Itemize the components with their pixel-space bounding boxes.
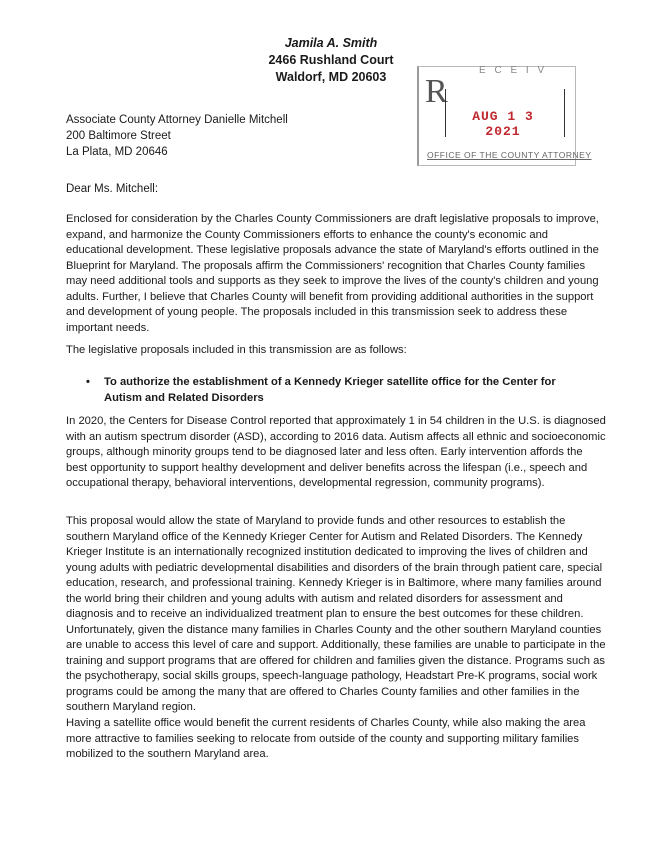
sender-city: Waldorf, MD 20603	[275, 70, 387, 84]
recipient-street: 200 Baltimore Street	[66, 130, 171, 142]
received-stamp	[417, 65, 592, 166]
paragraph-proposal-detail: This proposal would allow the state of Maryland to provide funds and other resources to establish the southern Maryland office of the Kennedy Krieger Center for Autism and Related Disorders. The Kennedy Krieger Institute is an internationally recognized institution dedicated to improving the lives of children and young adults with pediatric developmental disabilities and disorders of the brain through patient care, special education, research, and professional training. Kennedy Krieger is in Baltimore, where many families around the world bring their children and young adults with autism and related disorders for assessment and diagnosis and to receive an individualized treatment plan to ensure the best outcomes for these children. Unfortunately, given the distance many families in Charles County and the other southern Maryland counties are unable to access this level of care and support. Additionally, these families are unable to participate in the training and support programs that are offered for children and families given the distance. Programs such as the psychotherapy, social skills groups, speech-language pathology, Headstart Pre-K programs, social work programs could be among the many that are offered to Charles County families and other families in the southern Maryland region.	[66, 515, 606, 713]
recipient-address	[66, 112, 288, 160]
salutation: Dear Ms. Mitchell:	[66, 183, 159, 195]
paragraph-intro: Enclosed for consideration by the Charles County Commissioners are draft legislative proposals to improve, expand, and harmonize the County Commissioners efforts to enhance the county's economic and educational development. These legislative proposals advance the state of Maryland's efforts outlined in the Blueprint for Maryland. The proposals affirm the Commissioners' recognition that Charles County families may need additional tools and supports as they seek to improve the lives of the county's children and young adults. Further, I believe that Charles County will benefit from providing additional authorities in the support and development of young people. The proposals included in this transmission seek to address these important needs.	[66, 213, 599, 334]
recipient-name: Associate County Attorney Danielle Mitchell	[66, 114, 288, 126]
sender-street: 2466 Rushland Court	[268, 53, 394, 67]
proposal-bullet-text: To authorize the establishment of a Kennedy Krieger satellite office for the Center for Autism and Related Disorders	[104, 376, 556, 404]
bullet-dot-icon: •	[86, 376, 90, 388]
paragraph-cdc-data: In 2020, the Centers for Disease Control reported that approximately 1 in 54 children in the U.S. is diagnosed with an autism spectrum disorder (ASD), according to 2016 data. Autism affects all ethnic and socioeconomic groups, although minority groups tend to be diagnosed later and less often. Early intervention affords the best opportunity to support healthy development and deliver benefits across the lifespan (i.e., speech and occupational therapy, behavioral interventions, developmental regression, community programs).	[66, 415, 606, 489]
stamp-top-text: E C E I V	[479, 65, 548, 76]
paragraph-proposals-lead: The legislative proposals included in this transmission are as follows:	[66, 344, 407, 356]
stamp-footer: OFFICE OF THE COUNTY ATTORNEY	[427, 150, 592, 160]
recipient-city: La Plata, MD 20646	[66, 146, 168, 158]
stamp-r-mark: R	[425, 73, 448, 110]
paragraph-satellite-benefit: Having a satellite office would benefit the current residents of Charles County, while also making the area more attractive to families seeking to relocate from outside of the county and supporting military families mobilized to the southern Maryland area.	[66, 717, 586, 760]
stamp-date: AUG 1 3 2021	[472, 109, 534, 139]
sender-name: Jamila A. Smith	[284, 36, 378, 50]
proposal-bullet	[86, 374, 586, 406]
